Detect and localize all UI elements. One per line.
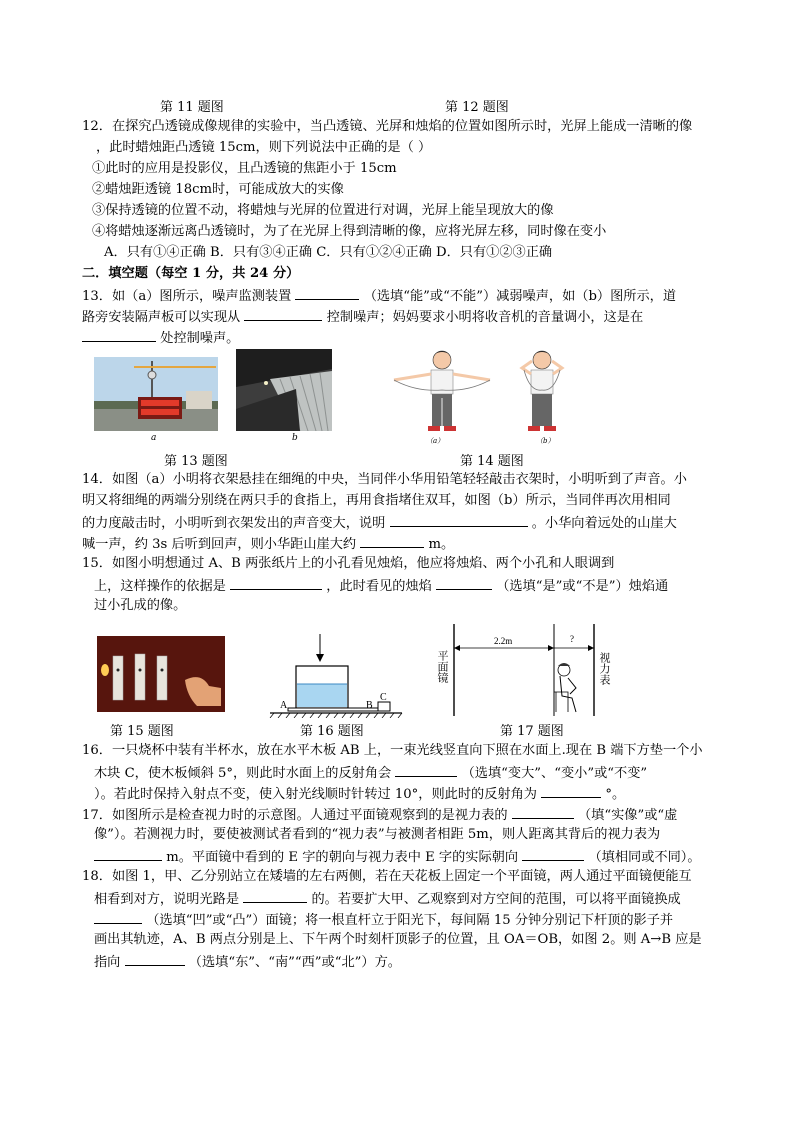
- fig16-label-a: A: [280, 700, 288, 711]
- q16-line3: [94, 783, 625, 805]
- q15-line1: 15．如图小明想通过 A、B 两张纸片上的小孔看见烛焰，他应将烛焰、两个小孔和人眼调到: [82, 556, 615, 571]
- q18-blank-1[interactable]: [243, 888, 307, 903]
- q14-line4: [82, 533, 454, 555]
- q17-text-3b: （填相同或不同）。: [588, 850, 701, 865]
- caption-fig16: 第 16 题图: [300, 724, 364, 739]
- caption-fig11: 第 11 题图: [160, 100, 224, 115]
- q15-line2: [94, 575, 668, 597]
- caption-fig17: 第 17 题图: [500, 724, 564, 739]
- q17-line1: [82, 804, 677, 826]
- q14-line3: [82, 512, 677, 534]
- q13-text-3b: 处控制噪声。: [160, 331, 240, 346]
- section-heading-fill-in: 二．填空题（每空 1 分，共 24 分）: [82, 266, 300, 281]
- q14-line2: 明又将细绳的两端分别绕在两只手的食指上，再用食指堵住双耳，如图（b）所示，当同伴再次用相同: [82, 493, 671, 508]
- q12-option-3: ③保持透镜的位置不动，将蜡烛与光屏的位置进行对调，光屏上能呈现放大的像: [92, 203, 554, 218]
- fig17-chart-label: 视力表: [598, 652, 610, 685]
- q16-text-2a: 木块 C，使木板倾斜 5°，则此时水面上的反射角会: [94, 766, 392, 781]
- q15-line3: 过小孔成的像。: [94, 598, 187, 613]
- fig17-unknown-label: ?: [570, 634, 574, 644]
- q17-text-3a: m。平面镜中看到的 E 字的朝向与视力表中 E 字的实际朝向: [166, 850, 519, 865]
- q13-line2: [82, 306, 643, 328]
- q16-line2: [94, 762, 647, 784]
- q16-blank-1[interactable]: [395, 762, 457, 777]
- q18-text-5a: 指向: [94, 955, 121, 970]
- caption-fig14: 第 14 题图: [460, 454, 524, 469]
- figure-15-pinhole: [97, 636, 225, 712]
- q18-text-2b: 的。若要扩大甲、乙观察到对方空间的范围，可以将平面镜换成: [311, 892, 681, 907]
- figure-14a-boy-string: [386, 348, 498, 442]
- q17-text-1a: 17．如图所示是检查视力时的示意图。人通过平面镜观察到的是视力表的: [82, 808, 508, 823]
- fig17-distance-label: 2.2m: [494, 636, 513, 646]
- q14-text-4a: 喊一声，约 3s 后听到回声，则小华距山崖大约: [82, 537, 357, 552]
- q17-blank-2[interactable]: [94, 846, 162, 861]
- q13-text-2b: 控制噪声；妈妈要求小明将收音机的音量调小，这是在: [326, 310, 644, 325]
- q15-blank-2[interactable]: [436, 575, 492, 590]
- q15-text-2b: ，此时看见的烛焰: [326, 579, 432, 594]
- q17-line3: [94, 846, 701, 868]
- q12-option-4: ④将蜡烛逐渐远离凸透镜时，为了在光屏上得到清晰的像，应将光屏左移，同时像在变小: [92, 224, 607, 239]
- pinhole-photo: [97, 636, 225, 712]
- q12-choices: A．只有①④正确 B．只有③④正确 C．只有①②④正确 D．只有①②③正确: [104, 245, 553, 260]
- caption-fig13: 第 13 题图: [164, 454, 228, 469]
- figure-13b-sound-barrier: [236, 349, 332, 431]
- q14-text-4b: m。: [428, 537, 455, 552]
- q18-line4: 画出其轨迹，A、B 两点分别是上、下午两个时刻杆顶影子的位置，且 OA＝OB，如图 2。则 A→B 应是: [94, 932, 702, 947]
- q13-text-2a: 路旁安装隔声板可以实现从: [82, 310, 241, 325]
- q16-blank-2[interactable]: [541, 783, 601, 798]
- q13-line1: [82, 285, 676, 307]
- q18-line2: [94, 888, 681, 910]
- q17-text-1b: （填“实像”或“虚: [578, 808, 678, 823]
- figure-13b-label: b: [292, 433, 298, 443]
- figure-13a-label: a: [151, 433, 157, 443]
- sound-barrier-image: [236, 349, 332, 431]
- beaker-diagram: [266, 632, 406, 718]
- q13-text-1a: 13．如（a）图所示，噪声监测装置: [82, 289, 292, 304]
- q14-blank-1[interactable]: [390, 512, 528, 527]
- q12-line2: ，此时蜡烛距凸透镜 15cm，则下列说法中正确的是（ ）: [96, 140, 432, 155]
- q16-text-2b: （选填“变大”、“变小”或“不变”: [461, 766, 648, 781]
- q16-text-3b: °。: [605, 787, 626, 802]
- q16-text-3a: ）。若此时保持入射点不变，使入射光线顺时针转过 10°，则此时的反射角为: [94, 787, 537, 802]
- q18-blank-2[interactable]: [94, 909, 142, 924]
- caption-fig15: 第 15 题图: [110, 724, 174, 739]
- boy-holding-string-a: [386, 348, 498, 442]
- eye-test-diagram: [436, 622, 636, 718]
- q18-line1: 18．如图 1，甲、乙分别站立在矮墙的左右两侧，若在天花板上固定一个平面镜，两人通过平面镜便能互: [82, 869, 692, 884]
- q17-line2: 像”）。若测视力时，要使被测试者看到的“视力表”与被测者相距 5m，则人距离其背后的视力表为: [94, 827, 661, 842]
- figure-13a-noise-monitor: [94, 357, 218, 431]
- fig17-mirror-label: 平面镜: [436, 650, 448, 683]
- q18-line3: [94, 909, 673, 931]
- figure-14b-label: （b）: [536, 437, 555, 445]
- caption-fig12: 第 12 题图: [445, 100, 509, 115]
- q14-blank-2[interactable]: [360, 533, 424, 548]
- noise-monitor-image: [94, 357, 218, 431]
- q13-blank-2[interactable]: [244, 306, 322, 321]
- boy-covering-ears-b: [510, 348, 574, 442]
- q15-text-2c: （选填“是”或“不是”）烛焰通: [496, 579, 669, 594]
- q18-text-2a: 相看到对方，说明光路是: [94, 892, 240, 907]
- q14-text-3b: 。小华向着远处的山崖大: [531, 516, 677, 531]
- q14-line1: 14．如图（a）小明将衣架悬挂在细绳的中央，当同伴小华用铅笔轻轻敲击衣架时，小明听到了声音。小: [82, 472, 687, 487]
- q17-blank-1[interactable]: [512, 804, 574, 819]
- q12-line1: 12．在探究凸透镜成像规律的实验中，当凸透镜、光屏和烛焰的位置如图所示时，光屏上能成一清晰的像: [82, 119, 693, 134]
- q18-blank-3[interactable]: [125, 951, 185, 966]
- q16-line1: 16．一只烧杯中装有半杯水，放在水平木板 AB 上，一束光线竖直向下照在水面上.现在 B 端下方垫一个小: [82, 743, 703, 758]
- figure-16-beaker: [266, 632, 406, 718]
- q14-text-3a: 的力度敲击时，小明听到衣架发出的声音变大，说明: [82, 516, 386, 531]
- figure-17-eye-test: [436, 622, 636, 718]
- q13-line3: [82, 327, 239, 349]
- q15-text-2a: 上，这样操作的依据是: [94, 579, 226, 594]
- q17-blank-3[interactable]: [522, 846, 584, 861]
- fig16-label-c: C: [380, 692, 387, 703]
- q18-text-3b: （选填“凹”或“凸”）面镜；将一根直杆立于阳光下，每间隔 15 分钟分别记下杆顶的影子并: [146, 913, 674, 928]
- q13-blank-1[interactable]: [295, 285, 359, 300]
- q13-text-1b: （选填“能”或“不能”）减弱噪声，如（b）图所示，道: [363, 289, 677, 304]
- q12-option-1: ①此时的应用是投影仪，且凸透镜的焦距小于 15cm: [92, 161, 397, 176]
- q15-blank-1[interactable]: [230, 575, 322, 590]
- fig16-label-b: B: [366, 700, 373, 711]
- q13-blank-3[interactable]: [82, 327, 156, 342]
- q12-option-2: ②蜡烛距透镜 18cm时，可能成放大的实像: [92, 182, 344, 197]
- figure-14a-label: （a）: [426, 437, 445, 445]
- q18-line5: [94, 951, 401, 973]
- figure-14b-boy-ears: [510, 348, 574, 442]
- q18-text-5b: （选填“东”、“南”“西”或“北”）方。: [188, 955, 401, 970]
